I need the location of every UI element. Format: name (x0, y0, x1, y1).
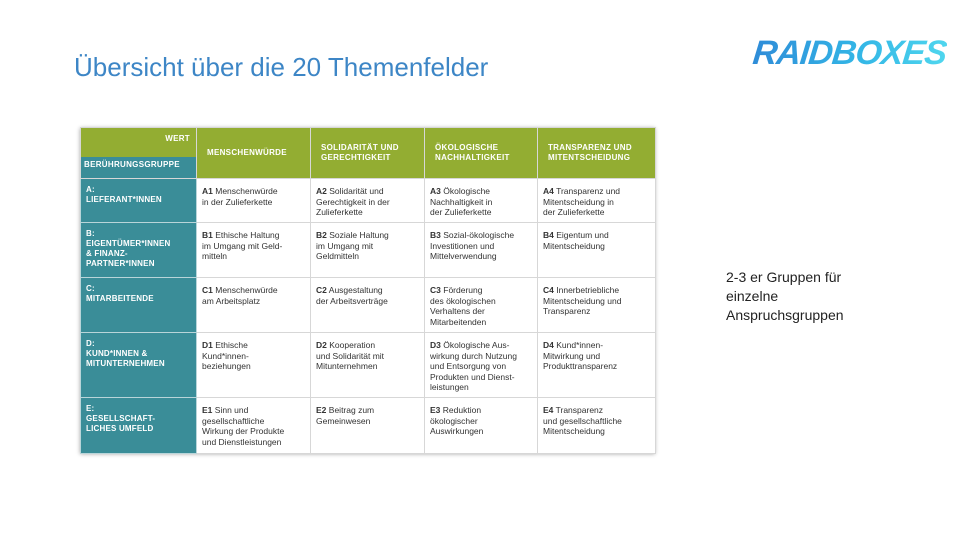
matrix-cell-line (543, 197, 650, 208)
matrix-cell-text: Mitunternehmen (316, 361, 378, 371)
matrix-cell-line (430, 186, 532, 197)
matrix-row (81, 398, 656, 454)
matrix-row (81, 278, 656, 333)
corner-label-gruppe-text: BERÜHRUNGSGRUPPE (84, 160, 180, 169)
matrix-cell-text: Sozial-ökologische (443, 230, 515, 240)
row-header-line: MITUNTERNEHMEN (86, 359, 165, 368)
matrix-cell-text: Eigentum und (556, 230, 609, 240)
row-header-line: LIEFERANT*INNEN (86, 195, 162, 204)
matrix-cell-text: Innerbetriebliche (556, 285, 620, 295)
matrix-cell-text: Menschenwürde (215, 186, 278, 196)
row-header-line: LICHES UMFELD (86, 424, 154, 433)
matrix-cell-text: am Arbeitsplatz (202, 295, 261, 306)
matrix-cell-line (543, 351, 650, 362)
matrix-cell (425, 333, 538, 398)
matrix-cell-line (202, 351, 305, 362)
matrix-cell (311, 278, 425, 333)
matrix-cell-line (202, 416, 305, 427)
matrix-cell-code: C2 (316, 285, 327, 295)
matrix-cell-line (430, 340, 532, 351)
row-header-line: C: (86, 284, 95, 293)
matrix-cell-text: Investitionen und (430, 240, 495, 251)
matrix-cell-text: Wirkung der Produkte (202, 426, 285, 436)
matrix-cell-text: Zulieferkette (316, 207, 363, 217)
column-header (425, 128, 538, 179)
matrix-cell-line (316, 351, 419, 362)
matrix-cell-line (316, 207, 419, 218)
matrix-cell-line (543, 426, 650, 437)
matrix-cell (311, 223, 425, 278)
matrix-cell (197, 398, 311, 454)
matrix-cell-line (202, 285, 305, 296)
column-header-line: GERECHTIGKEIT (321, 153, 391, 162)
matrix-cell-text: Mitwirkung und (543, 350, 601, 361)
matrix-cell-code: A2 (316, 186, 327, 196)
side-note (726, 268, 906, 325)
matrix-cell-line (316, 361, 419, 372)
matrix-cell-text: Gerechtigkeit in der (316, 196, 390, 207)
matrix-cell-text: Gemeinwesen (316, 415, 371, 426)
matrix-cell (197, 179, 311, 223)
matrix-cell-code: D4 (543, 340, 554, 350)
matrix-cell-line (316, 416, 419, 427)
matrix-cell-line (316, 251, 419, 262)
row-header-line: PARTNER*INNEN (86, 259, 155, 268)
column-header (538, 128, 656, 179)
matrix-cell-line (430, 207, 532, 218)
matrix-cell-text: und Dienstleistungen (202, 436, 282, 447)
gemeinwohl-matrix (80, 127, 655, 453)
matrix-cell-code: D1 (202, 340, 213, 350)
matrix-cell-text: der Zulieferkette (543, 207, 605, 217)
matrix-cell-line (316, 340, 419, 351)
matrix-cell-line (202, 426, 305, 437)
column-header (311, 128, 425, 179)
matrix-cell-line (316, 197, 419, 208)
matrix-cell-text: mitteln (202, 251, 228, 261)
matrix-cell-text: leistungen (430, 382, 469, 392)
matrix-cell-text: Ausgestaltung (328, 285, 383, 295)
row-header (81, 333, 197, 398)
matrix-cell-line (430, 351, 532, 362)
matrix-cell-text: Reduktion (442, 405, 482, 415)
row-header (81, 278, 197, 333)
matrix-cell-text: Mitentscheidung (543, 240, 605, 251)
matrix-cell-text: und Entsorgung von (430, 361, 507, 371)
matrix-cell-line (430, 317, 532, 328)
matrix-cell-line (543, 306, 650, 317)
matrix-cell-code: E3 (430, 405, 441, 415)
matrix-cell-text: der Zulieferkette (430, 207, 492, 217)
column-header (197, 128, 311, 179)
matrix-cell-text: beziehungen (202, 361, 251, 371)
matrix-cell-code: D3 (430, 340, 441, 350)
matrix-cell-text: Solidarität und (329, 186, 384, 196)
matrix-row (81, 333, 656, 398)
matrix-cell-line (202, 437, 305, 448)
matrix-cell-line (543, 361, 650, 372)
matrix-cell-text: Mitentscheidung (543, 426, 605, 436)
matrix-cell-line (316, 285, 419, 296)
column-header-line: MENSCHENWÜRDE (207, 148, 287, 157)
matrix-cell (311, 398, 425, 454)
matrix-cell-code: E4 (543, 405, 554, 415)
row-header (81, 179, 197, 223)
matrix-cell-text: Förderung (443, 285, 483, 295)
matrix-row (81, 223, 656, 278)
side-note-line: 2-3 er Gruppen für (726, 269, 842, 285)
row-header-line: B: (86, 229, 95, 238)
row-header (81, 223, 197, 278)
row-header-line: MITARBEITENDE (86, 294, 154, 303)
corner-label-wert: WERT (165, 134, 190, 143)
corner-label-gruppe (81, 157, 196, 178)
side-note-line: Anspruchsgruppen (726, 307, 844, 323)
side-note-line: einzelne (726, 288, 779, 304)
matrix-cell (538, 398, 656, 454)
matrix-cell-line (316, 296, 419, 307)
matrix-cell-text: Beitrag zum (328, 405, 375, 415)
matrix-cell-line (202, 197, 305, 208)
matrix-cell-line (430, 382, 532, 393)
matrix-cell-text: Ökologische Aus- (443, 340, 510, 350)
matrix-cell-text: Produkten und Dienst- (430, 371, 515, 382)
matrix-cell-code: A4 (543, 186, 554, 196)
matrix-cell (425, 398, 538, 454)
matrix-table (80, 127, 656, 454)
matrix-cell-line (543, 340, 650, 351)
matrix-cell (425, 278, 538, 333)
matrix-cell (538, 278, 656, 333)
matrix-cell-line (430, 306, 532, 317)
matrix-cell-text: Mitentscheidung und (543, 295, 622, 306)
matrix-cell-code: A1 (202, 186, 213, 196)
matrix-cell-text: wirkung durch Nutzung (430, 350, 517, 361)
matrix-cell (425, 179, 538, 223)
matrix-cell-text: gesellschaftliche (202, 415, 265, 426)
matrix-cell (311, 333, 425, 398)
matrix-cell-text: Verhaltens der (430, 306, 485, 316)
matrix-cell-code: B4 (543, 230, 554, 240)
matrix-cell-line (543, 285, 650, 296)
matrix-cell (538, 179, 656, 223)
matrix-cell-text: Soziale Haltung (329, 230, 389, 240)
matrix-cell-line (430, 251, 532, 262)
matrix-cell-line (543, 230, 650, 241)
column-header-line: NACHHALTIGKEIT (435, 153, 510, 162)
matrix-cell-text: Mitarbeitenden (430, 316, 487, 327)
matrix-cell-code: B2 (316, 230, 327, 240)
matrix-cell-text: Sinn und (214, 405, 249, 415)
matrix-cell-code: E2 (316, 405, 327, 415)
matrix-cell-text: des ökologischen (430, 295, 496, 306)
matrix-cell-line (543, 186, 650, 197)
matrix-row (81, 179, 656, 223)
matrix-cell-line (430, 296, 532, 307)
matrix-cell-line (430, 426, 532, 437)
matrix-cell-line (430, 285, 532, 296)
matrix-cell-text: Ökologische (443, 186, 491, 196)
matrix-cell (538, 223, 656, 278)
matrix-cell-line (202, 251, 305, 262)
row-header-line: D: (86, 339, 95, 348)
matrix-cell-code: C1 (202, 285, 213, 295)
row-header-line: KUND*INNEN & (86, 349, 148, 358)
row-header-line: E: (86, 404, 95, 413)
matrix-cell-line (543, 207, 650, 218)
brand-logo: RAIDBOXES (751, 34, 949, 72)
column-header-line: SOLIDARITÄT UND (321, 143, 399, 152)
matrix-cell-line (430, 241, 532, 252)
matrix-cell-line (543, 405, 650, 416)
matrix-cell-line (202, 340, 305, 351)
matrix-cell-text: Transparenz und (556, 186, 621, 196)
matrix-cell-line (202, 186, 305, 197)
matrix-cell (538, 333, 656, 398)
matrix-cell-code: E1 (202, 405, 213, 415)
matrix-cell-text: Transparenz (543, 306, 591, 316)
column-header-line: MITENTSCHEIDUNG (548, 153, 631, 162)
matrix-cell (425, 223, 538, 278)
matrix-cell-line (430, 416, 532, 427)
row-header-line: EIGENTÜMER*INNEN (86, 239, 171, 248)
matrix-cell-line (430, 361, 532, 372)
matrix-cell (311, 179, 425, 223)
matrix-cell (197, 223, 311, 278)
matrix-cell-code: A3 (430, 186, 441, 196)
matrix-cell-text: Auswirkungen (430, 426, 484, 436)
page-title: Übersicht über die 20 Themenfelder (74, 52, 489, 82)
matrix-cell-text: Geldmitteln (316, 251, 359, 261)
matrix-cell-text: Produkttransparenz (543, 361, 618, 371)
matrix-cell-text: Kooperation (329, 340, 376, 350)
matrix-cell-line (202, 241, 305, 252)
matrix-cell (197, 278, 311, 333)
matrix-corner-cell (81, 128, 197, 179)
matrix-cell-line (543, 296, 650, 307)
row-header-line: & FINANZ- (86, 249, 128, 258)
row-header (81, 398, 197, 454)
matrix-cell-code: B1 (202, 230, 213, 240)
matrix-cell-line (202, 361, 305, 372)
matrix-cell-text: Ethische (215, 340, 248, 350)
matrix-cell-code: C4 (543, 285, 554, 295)
matrix-cell-text: Ethische Haltung (215, 230, 280, 240)
matrix-cell-text: Menschenwürde (215, 285, 278, 295)
matrix-cell-text: Mittelverwendung (430, 251, 497, 261)
matrix-cell-text: Mitentscheidung in (543, 196, 614, 207)
matrix-cell-code: C3 (430, 285, 441, 295)
column-header-line: ÖKOLOGISCHE (435, 143, 499, 152)
matrix-cell-text: im Umgang mit (316, 240, 374, 251)
matrix-cell-text: Kund*innen- (202, 350, 249, 361)
matrix-cell-line (202, 296, 305, 307)
matrix-cell-line (316, 241, 419, 252)
matrix-cell-text: Kund*innen- (556, 340, 604, 350)
matrix-cell-line (316, 405, 419, 416)
matrix-cell-line (543, 416, 650, 427)
matrix-cell-text: und gesellschaftliche (543, 415, 622, 426)
matrix-cell-line (316, 230, 419, 241)
column-header-line: TRANSPARENZ UND (548, 143, 632, 152)
matrix-cell-line (316, 186, 419, 197)
matrix-cell-code: B3 (430, 230, 441, 240)
matrix-cell-line (430, 230, 532, 241)
matrix-cell-text: im Umgang mit Geld- (202, 240, 283, 251)
row-header-line: A: (86, 185, 95, 194)
matrix-cell-line (202, 405, 305, 416)
matrix-cell-text: der Arbeitsverträge (316, 295, 388, 306)
matrix-cell-line (430, 197, 532, 208)
matrix-cell-text: in der Zulieferkette (202, 196, 273, 207)
matrix-cell-line (430, 372, 532, 383)
row-header-line: GESELLSCHAFT- (86, 414, 156, 423)
matrix-header-row (81, 128, 656, 179)
matrix-cell-code: D2 (316, 340, 327, 350)
matrix-cell-text: Transparenz (555, 405, 604, 415)
matrix-cell-line (543, 241, 650, 252)
matrix-cell-text: und Solidarität mit (316, 350, 385, 361)
matrix-cell-line (202, 230, 305, 241)
matrix-cell (197, 333, 311, 398)
matrix-cell-text: ökologischer (430, 415, 478, 426)
matrix-cell-line (430, 405, 532, 416)
matrix-cell-text: Nachhaltigkeit in (430, 196, 493, 207)
